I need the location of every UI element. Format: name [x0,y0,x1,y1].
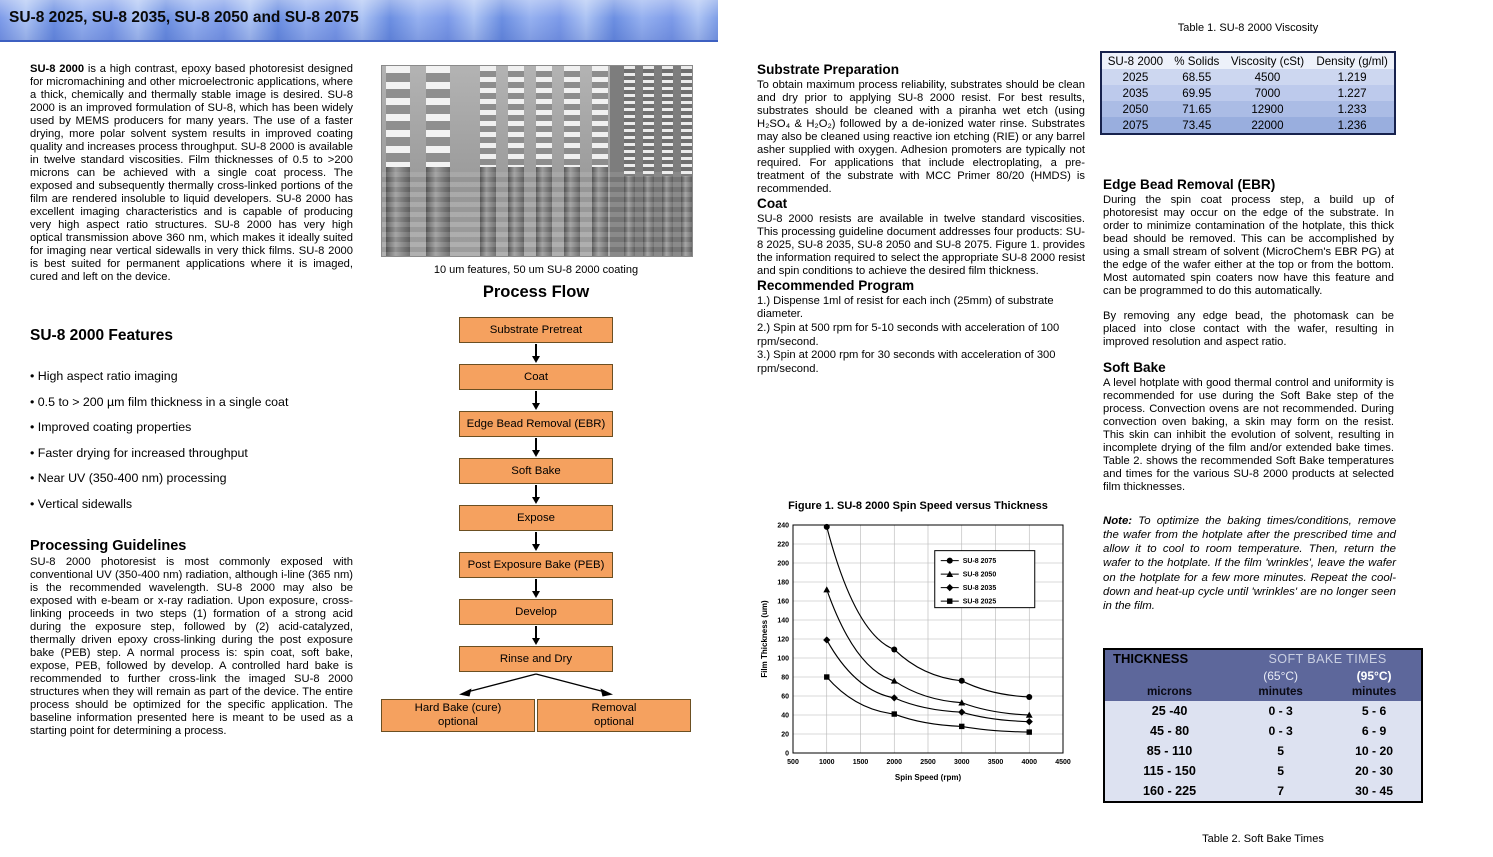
svg-text:0: 0 [785,750,789,758]
svg-text:220: 220 [777,541,789,549]
process-flow-title: Process Flow [482,283,590,301]
table-row: 85 - 110 5 10 - 20 [1104,741,1422,761]
substrate-prep-body: To obtain maximum process reliability, substrates should be clean and dry prior to applying SU-8 2000 resist. For best results, substrates should be cleaned with a piranha wet etch (using H₂SO₄ & H₂O₂) followed by a de-ionized water rinse. Substrates may also be cleaned using reactive ion etching (RIE) or any barrel asher supplied with oxygen. Adhesion promoters are typically not required. For applications that include electroplating, a pre-treatment of the substrate with MCC Primer 80/20 (HMDS) is recommended. [757,79,1085,195]
svg-text:2000: 2000 [886,759,903,766]
svg-text:3000: 3000 [953,759,970,766]
soft-bake-body: A level hotplate with good thermal control and uniformity is recommended for use during the Soft Bake step of the process. Convection ovens are not recommended. During convection oven baking, a skin may form on the resist. This skin can inhibit the evolution of solvent, resulting in incomplete drying of the film and/or extended bake times. Table 2. shows the recommended Soft Bake temperatures and times for the various SU-8 2000 products at selected film thicknesses. [1103,377,1394,493]
svg-text:1000: 1000 [818,759,835,766]
program-step: 1.) Dispense 1ml of resist for each inch (25mm) of substrate diameter. [757,294,1054,321]
svg-text:1500: 1500 [852,759,869,766]
down-arrow-icon [532,578,540,599]
svg-text:240: 240 [777,522,789,530]
soft-bake-section [1103,360,1394,494]
svg-text:100: 100 [777,655,789,663]
ebr-paragraph-2: By removing any edge bead, the photomask can be placed into close contact with the wafer, resulting in improved resolution and aspect ratio. [1103,309,1394,348]
flow-branch-hard-bake [381,699,535,732]
svg-text:20: 20 [781,731,789,739]
table-row: 25 -40 0 - 3 5 - 6 [1104,701,1422,721]
table1-caption: Table 1. SU-8 2000 Viscosity [1177,22,1319,34]
svg-text:SU-8 2050: SU-8 2050 [962,571,997,579]
figure1-title: Figure 1. SU-8 2000 Spin Speed versus Thickness [788,500,1048,512]
svg-text:Spin Speed (rpm): Spin Speed (rpm) [894,773,962,782]
svg-text:3500: 3500 [987,759,1004,766]
flow-branch-removal [537,699,691,732]
column-header: minutes [1234,684,1327,701]
column-header: (65°C) [1234,667,1327,684]
feature-item: • Faster drying for increased throughput [30,446,353,460]
table2-section [1103,648,1423,845]
viscosity-table [1100,51,1396,135]
branch-arrows-icon [381,672,691,699]
down-arrow-icon [532,437,540,458]
down-arrow-icon [532,343,540,364]
processing-guidelines-section [30,538,353,738]
note-section [1103,514,1396,613]
flow-branch-row [381,699,691,732]
features-list [30,369,353,511]
guidelines-body: SU-8 2000 photoresist is most commonly exposed with conventional UV (350-400 nm) radiation, although i-line (365 nm) is the recommended wavelength. SU-8 2000 may also be exposed with e-beam or x-ray radiation. Upon exposure, cross-linking proceeds in two steps (1) formation of a strong acid during the exposure step, followed by (2) acid-catalyzed, thermally driven epoxy cross-linking during the post exposure bake (PEB) step. A normal process is: spin coat, soft bake, expose, PEB, followed by develop. A controlled hard bake is recommended to further cross-link the imaged SU-8 2000 structures when they will remain as part of the device. The entire process should be optimized for the specific application. The baseline information presented here is meant to be used as a starting point for determining a process. [30,556,353,737]
column-header: Density (g/ml) [1316,54,1388,68]
coat-body: SU-8 2000 resists are available in twelve standard viscosities. This processing guideline document addresses four products: SU-8 2025, SU-8 2035, SU-8 2050 and SU-8 2075. Figure 1. provides the information required to select the appropriate SU-8 2000 resist and spin conditions to achieve the desired film thickness. [757,212,1085,277]
feature-item: • Vertical sidewalls [30,497,353,511]
sem-photo-block [381,65,691,276]
note-body: To optimize the baking times/conditions, remove the wafer from the hotplate after the prescribed time and allow it to cool to room temperature. Then, return the wafer to the hotplate. If the film 'wrinkles', leave the wafer on the hotplate for a few more minutes. Repeat the cool-down and heat-up cycle until 'wrinkles' are no longer seen in the film. [1103,515,1396,612]
column-header: Viscosity (cSt) [1230,54,1305,68]
page-title: SU-8 2025, SU-8 2035, SU-8 2050 and SU-8 2075 [9,9,359,26]
program-step: 3.) Spin at 2000 rpm for 30 seconds with acceleration of 300 rpm/second. [757,349,1056,376]
sem-photo-reflection [382,172,692,256]
right-text-column [757,62,1085,377]
column-header: microns [1104,684,1234,701]
table-row: 115 - 150 5 20 - 30 [1104,761,1422,781]
column-header: minutes [1327,684,1422,701]
table-row: 2025 68.55 4500 1.219 [1101,69,1395,85]
svg-text:500: 500 [787,759,799,766]
branch-sublabel: optional [594,715,634,728]
feature-item: • Near UV (350-400 nm) processing [30,471,353,485]
svg-text:80: 80 [781,674,789,682]
svg-text:40: 40 [781,712,789,720]
intro-section [30,63,353,284]
table-header-row [1104,649,1422,667]
svg-text:Film Thickness (um): Film Thickness (um) [760,600,769,678]
svg-text:SU-8 2035: SU-8 2035 [962,585,997,593]
ebr-paragraph-1: During the spin coat process step, a build up of photoresist may occur on the edge of the substrate. In order to minimize contamination of the hotplate, this thick bead should be removed. This can be accomplished by using a small stream of solvent (MicroChem's EBR PG) at the edge of the wafer either at the top or from the bottom. Most automated spin coaters now have this feature and can be programmed to do this automatically. [1103,194,1394,297]
column-header: (95°C) [1327,667,1422,684]
flow-step-develop: Develop [459,599,613,625]
svg-text:2500: 2500 [920,759,936,766]
branch-label: Removal [591,701,637,714]
svg-text:160: 160 [777,598,789,606]
table-row: 160 - 225 7 30 - 45 [1104,781,1422,802]
flow-step-peb: Post Exposure Bake (PEB) [459,552,613,578]
sem-photo-caption: 10 um features, 50 um SU-8 2000 coating [433,264,639,276]
intro-paragraph [30,63,353,284]
table-row: 45 - 80 0 - 3 6 - 9 [1104,721,1422,741]
feature-item: • High aspect ratio imaging [30,369,353,383]
table-header-row [1104,684,1422,701]
flow-step-rinse-dry: Rinse and Dry [459,646,613,672]
down-arrow-icon [532,531,540,552]
feature-item: • 0.5 to > 200 µm film thickness in a single coat [30,395,353,409]
table2-caption: Table 2. Soft Bake Times [1202,833,1324,845]
intro-lead: SU-8 2000 [30,63,85,75]
title-banner [0,0,718,42]
guidelines-heading: Processing Guidelines [30,538,187,554]
spin-speed-chart [757,515,1079,797]
flow-step-substrate-pretreat: Substrate Pretreat [459,317,613,343]
feature-item: • Improved coating properties [30,420,353,434]
svg-text:200: 200 [777,560,789,568]
soft-bake-times-table [1103,648,1423,803]
features-heading: SU-8 2000 Features [30,327,174,344]
soft-bake-heading: Soft Bake [1103,360,1166,375]
down-arrow-icon [532,390,540,411]
branch-sublabel: optional [438,715,478,728]
table-row: 2035 69.95 7000 1.227 [1101,85,1395,101]
svg-text:SU-8 2025: SU-8 2025 [962,598,997,606]
branch-label: Hard Bake (cure) [414,701,502,714]
features-section [30,327,353,522]
flow-step-soft-bake: Soft Bake [459,458,613,484]
down-arrow-icon [532,484,540,505]
process-flow-section [381,283,691,732]
flow-step-ebr: Edge Bead Removal (EBR) [459,411,613,437]
svg-text:4500: 4500 [1055,759,1071,766]
substrate-prep-heading: Substrate Preparation [757,62,900,77]
svg-text:140: 140 [777,617,789,625]
flow-step-coat: Coat [459,364,613,390]
coat-heading: Coat [757,195,788,211]
table-row: 2050 71.65 12900 1.233 [1101,101,1395,117]
svg-text:180: 180 [777,579,789,587]
figure1-section [757,500,1079,802]
table-header-row [1101,52,1395,69]
sem-photo [381,65,693,257]
table1-section [1100,22,1396,135]
column-header: % Solids [1174,54,1220,68]
note-lead: Note: [1103,515,1133,527]
ebr-heading: Edge Bead Removal (EBR) [1103,177,1276,192]
table-row: 2075 73.45 22000 1.236 [1101,117,1395,134]
column-header: SU-8 2000 [1107,54,1164,68]
svg-text:SU-8 2075: SU-8 2075 [962,558,997,566]
svg-text:120: 120 [777,636,789,644]
flow-step-expose: Expose [459,505,613,531]
down-arrow-icon [532,625,540,646]
svg-text:60: 60 [781,693,789,701]
table-header-row [1104,667,1422,684]
intro-body: is a high contrast, epoxy based photoresist designed for micromachining and other microelectronic applications, where a thick, chemically and thermally stable image is desired. SU-8 2000 is an improved formulation of SU-8, which has been widely used by MEMS producers for many years. The use of a faster drying, more polar solvent system results in improved coating quality and increases process throughput. SU-8 2000 is available in twelve standard viscosities. Film thicknesses of 0.5 to >200 microns can be achieved with a single coat process. The exposed and subsequently thermally cross-linked portions of the film are rendered insoluble to liquid developers. SU-8 2000 has excellent imaging characteristics and is capable of producing very high aspect ratio structures. SU-8 2000 has very high optical transmission above 360 nm, which makes it ideally suited for imaging near vertical sidewalls in very thick films. SU-8 2000 is best suited for permanent applications where it is imaged, cured and left on the device. [30,63,353,283]
process-flow-chart [381,317,691,672]
ebr-section [1103,177,1394,349]
svg-text:4000: 4000 [1021,759,1038,766]
column-header: THICKNESS [1104,649,1234,667]
recommended-program-heading: Recommended Program [757,277,915,293]
column-header: SOFT BAKE TIMES [1234,649,1422,667]
program-step: 2.) Spin at 500 rpm for 5-10 seconds with acceleration of 100 rpm/second. [757,322,1060,348]
note-paragraph [1103,514,1396,613]
